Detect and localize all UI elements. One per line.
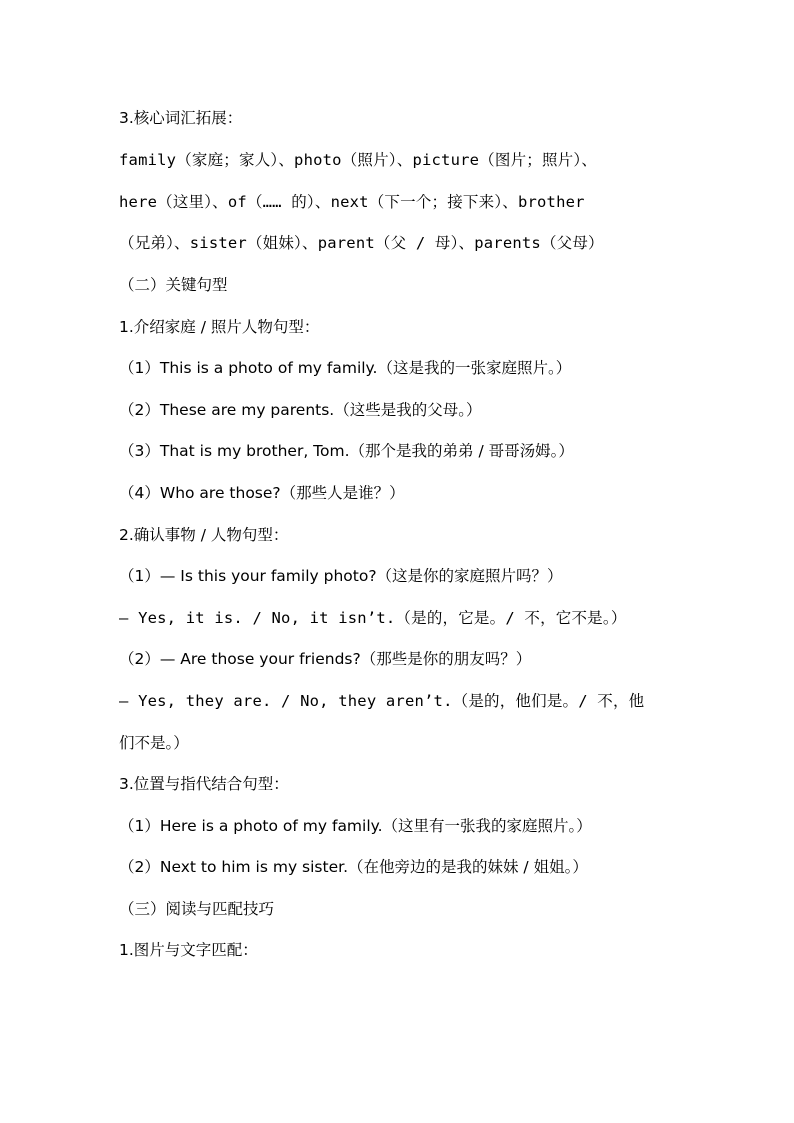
position-example-1: （1）Here is a photo of my family.（这里有一张我的家庭照片。） [119, 817, 592, 835]
vocabulary-line-1: family（家庭；家人）、photo（照片）、picture（图片；照片）、 [119, 151, 598, 169]
section-heading-key-sentences: （二）关键句型 [119, 276, 228, 294]
sentence-example-1: （1）This is a photo of my family.（这是我的一张家庭照片。） [119, 359, 572, 377]
sentence-example-2: （2）These are my parents.（这些是我的父母。） [119, 401, 482, 419]
section-heading-reading-matching: （三）阅读与匹配技巧 [119, 900, 275, 918]
vocabulary-line-3: （兄弟）、sister（姐妹）、parent（父 / 母）、parents（父母） [119, 234, 604, 252]
sentence-example-3: （3）That is my brother, Tom.（那个是我的弟弟 / 哥哥汤姆。） [119, 442, 574, 460]
question-example-1: （1）— Is this your family photo?（这是你的家庭照片吗？） [119, 567, 563, 585]
answer-example-2-continued: 们不是。） [119, 734, 189, 752]
subheading-introduce-family: 1.介绍家庭 / 照片人物句型： [119, 318, 320, 336]
question-example-2: （2）— Are those your friends?（那些是你的朋友吗？） [119, 650, 532, 668]
subheading-position-reference: 3.位置与指代结合句型： [119, 775, 289, 793]
position-example-2: （2）Next to him is my sister.（在他旁边的是我的妹妹 / 姐姐。） [119, 858, 588, 876]
answer-example-1: — Yes, it is. / No, it isn’t.（是的，它是。/ 不，它不是。） [119, 609, 627, 627]
heading-core-vocabulary: 3.核心词汇拓展： [119, 109, 243, 127]
subheading-picture-text-matching: 1.图片与文字匹配： [119, 941, 258, 959]
subheading-confirm-things: 2.确认事物 / 人物句型： [119, 526, 289, 544]
sentence-example-4: （4）Who are those?（那些人是谁？） [119, 484, 405, 502]
answer-example-2: — Yes, they are. / No, they aren’t.（是的，他们是。/ 不，他 [119, 692, 645, 710]
vocabulary-line-2: here（这里）、of（…… 的）、next（下一个；接下来）、brother [119, 193, 585, 211]
